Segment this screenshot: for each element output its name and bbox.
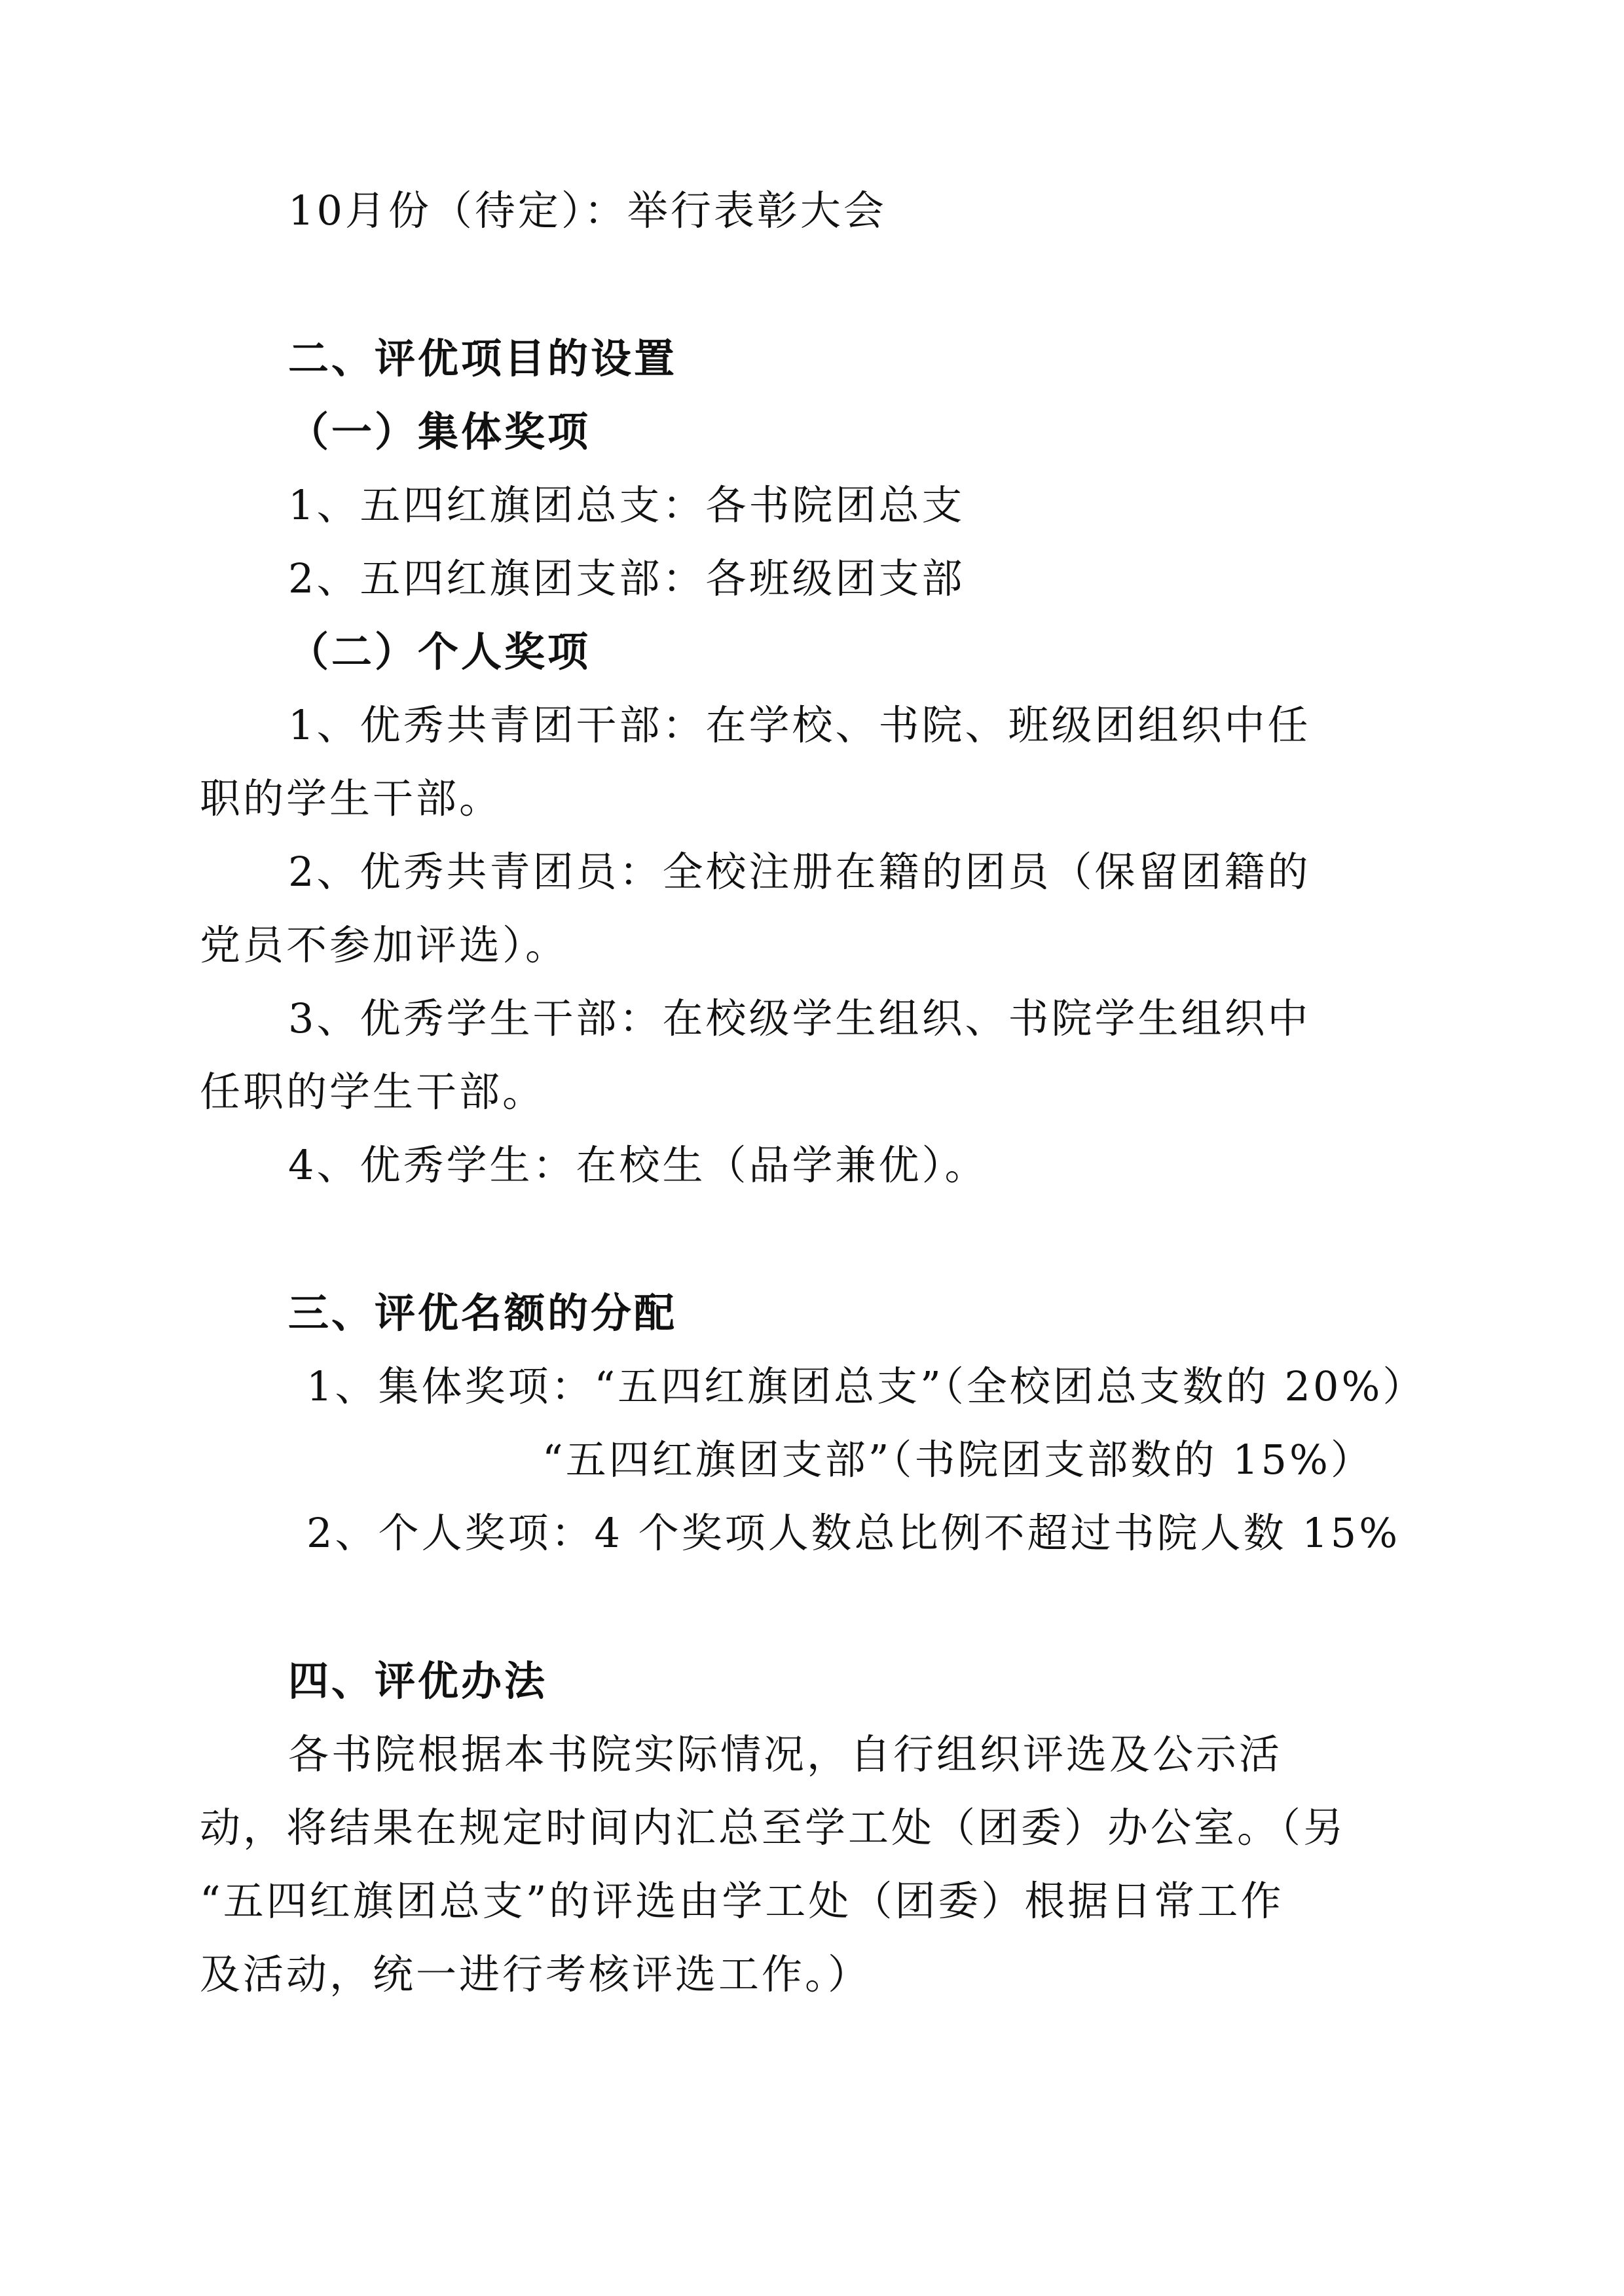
collective-awards-heading: （一）集体奖项 [288, 408, 591, 456]
collective-item-2: 2、五四红旗团支部：各班级团支部 [288, 555, 965, 602]
quota-line-1: 1、集体奖项：“五四红旗团总支”（全校团总支数的 20%） [306, 1362, 1426, 1410]
section-2-heading: 二、评优项目的设置 [288, 335, 678, 382]
schedule-line: 10月份（待定）：举行表彰大会 [288, 187, 887, 234]
method-paragraph-line-2: 动，将结果在规定时间内汇总至学工处（团委）办公室。（另 [200, 1804, 1347, 1851]
individual-item-3-line-2: 任职的学生干部。 [200, 1068, 546, 1116]
individual-item-1-line-2: 职的学生干部。 [200, 774, 503, 822]
individual-item-3-line-1: 3、优秀学生干部：在校级学生组织、书院学生组织中 [288, 994, 1311, 1042]
method-paragraph-line-1: 各书院根据本书院实际情况，自行组织评选及公示活 [288, 1730, 1283, 1778]
section-4-heading: 四、评优办法 [288, 1657, 548, 1705]
method-paragraph-line-4: 及活动，统一进行考核评选工作。） [200, 1950, 872, 1998]
individual-item-2-line-2: 党员不参加评选）。 [200, 921, 569, 969]
quota-line-3: 2、个人奖项：4 个奖项人数总比例不超过书院人数 15% [306, 1509, 1401, 1557]
method-paragraph-line-3: “五四红旗团总支”的评选由学工处（团委）根据日常工作 [200, 1877, 1284, 1925]
individual-item-1-line-1: 1、优秀共青团干部：在学校、书院、班级团组织中任 [288, 701, 1311, 749]
collective-item-1: 1、五四红旗团总支：各书院团总支 [288, 481, 965, 529]
individual-item-2-line-1: 2、优秀共青团员：全校注册在籍的团员（保留团籍的 [288, 848, 1311, 896]
individual-awards-heading: （二）个人奖项 [288, 628, 591, 676]
section-3-heading: 三、评优名额的分配 [288, 1289, 678, 1337]
individual-item-4: 4、优秀学生：在校生（品学兼优）。 [288, 1141, 988, 1189]
quota-line-2: “五四红旗团支部”（书院团支部数的 15%） [542, 1436, 1374, 1484]
